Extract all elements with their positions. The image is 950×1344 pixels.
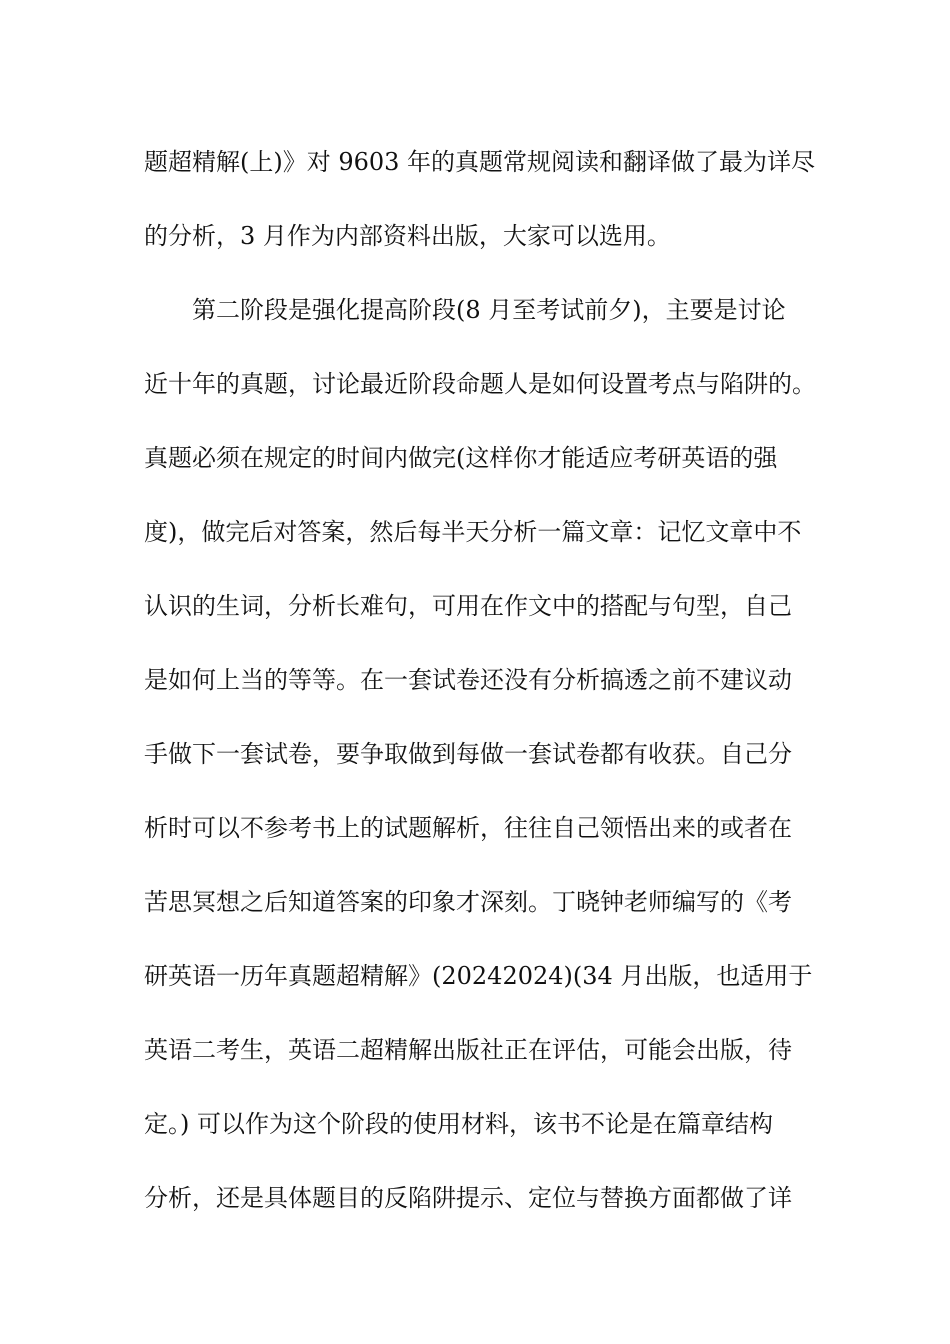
text-line-11: 苦思冥想之后知道答案的印象才深刻。丁晓钟老师编写的《考: [144, 888, 792, 916]
text-line-14: 定。) 可以作为这个阶段的使用材料，该书不论是在篇章结构: [144, 1110, 773, 1138]
text-line-10: 析时可以不参考书上的试题解析，往往自己领悟出来的或者在: [144, 814, 792, 842]
text-line-5: 真题必须在规定的时间内做完(这样你才能适应考研英语的强: [144, 444, 778, 472]
text-line-1: 题超精解(上)》对 9603 年的真题常规阅读和翻译做了最为详尽: [144, 148, 816, 176]
text-line-3-paragraph-start: 第二阶段是强化提高阶段(8 月至考试前夕)，主要是讨论: [192, 296, 786, 324]
text-line-8: 是如何上当的等等。在一套试卷还没有分析搞透之前不建议动: [144, 666, 792, 694]
text-line-6: 度)，做完后对答案，然后每半天分析一篇文章：记忆文章中不: [144, 518, 802, 546]
text-line-4: 近十年的真题，讨论最近阶段命题人是如何设置考点与陷阱的。: [144, 370, 816, 398]
text-line-7: 认识的生词，分析长难句，可用在作文中的搭配与句型，自己: [144, 592, 792, 620]
text-line-12: 研英语一历年真题超精解》(20242024)(34 月出版，也适用于: [144, 962, 813, 990]
body-text: [144, 125, 824, 1235]
text-line-15: 分析，还是具体题目的反陷阱提示、定位与替换方面都做了详: [144, 1184, 792, 1212]
text-line-13: 英语二考生，英语二超精解出版社正在评估，可能会出版，待: [144, 1036, 792, 1064]
text-line-9: 手做下一套试卷，要争取做到每做一套试卷都有收获。自己分: [144, 740, 792, 768]
text-line-2: 的分析，3 月作为内部资料出版，大家可以选用。: [144, 222, 671, 250]
